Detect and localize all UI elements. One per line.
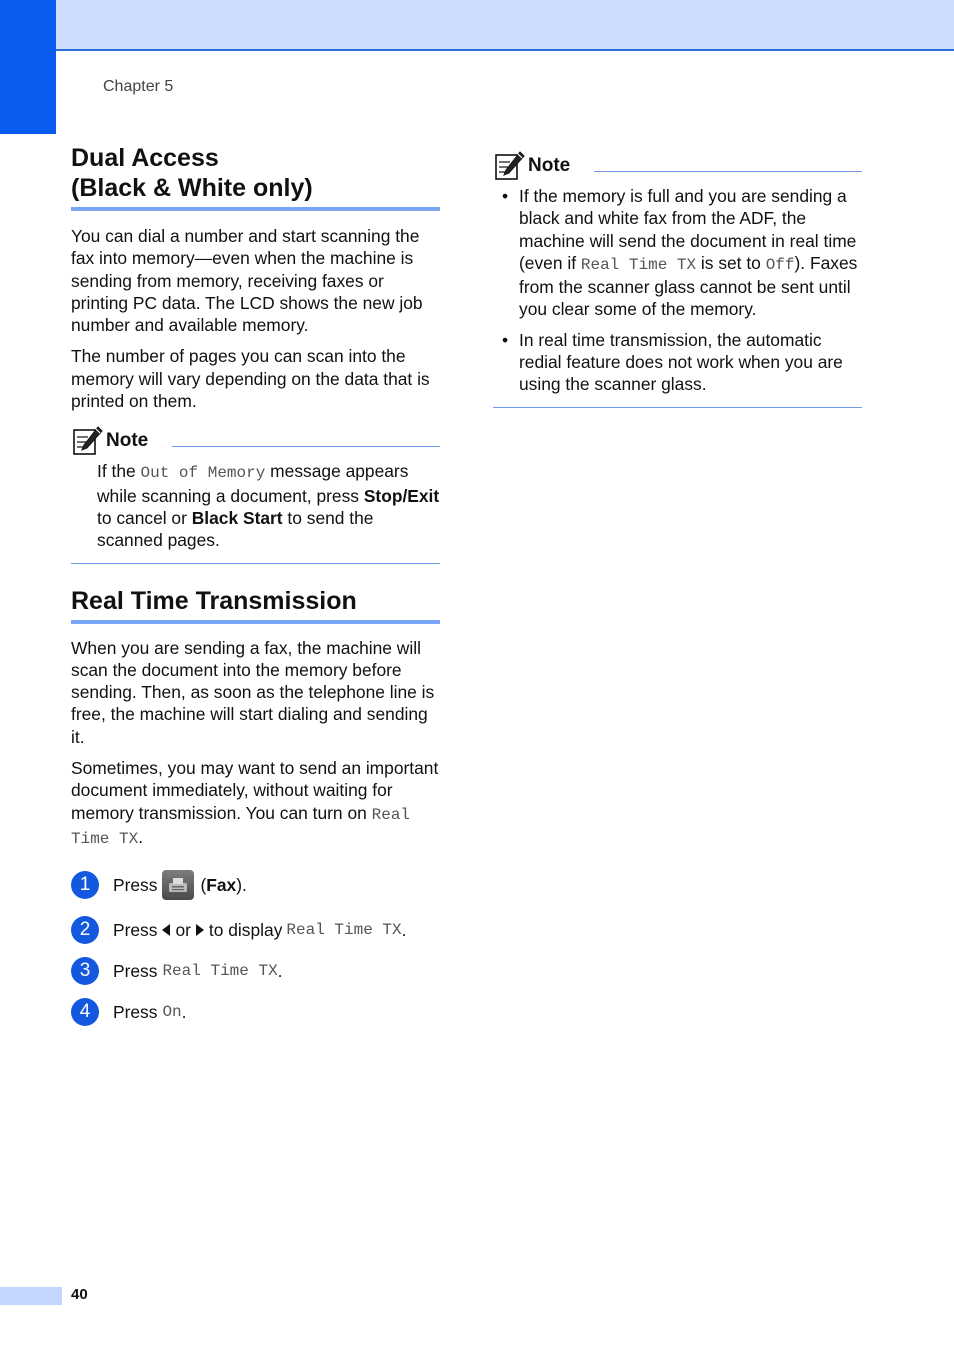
- lcd-text-real-time-tx: Real Time TX: [71, 805, 411, 848]
- note-header: [71, 425, 440, 457]
- page-number: 40: [71, 1286, 88, 1303]
- note-bullet-list: [493, 185, 862, 396]
- step-number: 1: [71, 871, 99, 899]
- dual-access-title-line2: (Black & White only): [71, 174, 313, 202]
- step-4: 4 Press On .: [71, 998, 187, 1026]
- lcd-text-real-time-tx: Real Time TX: [580, 255, 697, 274]
- black-start-key-label: Black Start: [191, 507, 283, 528]
- dual-access-paragraph-2: The number of pages you can scan into the memory will vary depending on the data that is printed on them.: [71, 346, 430, 412]
- right-column: [493, 150, 862, 408]
- header-band: [0, 0, 954, 51]
- real-time-heading: Real Time Transmission: [71, 586, 357, 615]
- step-1: 1 Press ( Fax ).: [71, 870, 247, 900]
- stop-exit-key-label: Stop/Exit: [363, 485, 440, 506]
- heading-rule: [71, 620, 440, 624]
- note-bullet-1: • If the memory is full and you are sending a black and white fax from the ADF, the machine will send the document in real time (even if Real Time TX is set to Off). Faxes from the scanner glass cannot be sent until you clear some of the memory.: [502, 186, 858, 320]
- page-number-bar: [0, 1287, 62, 1305]
- note-pencil-icon: [71, 425, 103, 457]
- right-arrow-icon: [196, 924, 204, 936]
- dual-access-title-line1: Dual Access: [71, 144, 219, 172]
- real-time-paragraph-2: Sometimes, you may want to send an important document immediately, without waiting for memory transmission. You can turn on Real Time TX.: [71, 758, 439, 848]
- step-number: 4: [71, 998, 99, 1026]
- note-end-rule: [71, 563, 440, 564]
- chapter-label: Chapter 5: [103, 78, 174, 95]
- step-number: 3: [71, 957, 99, 985]
- note-rule: [594, 171, 862, 172]
- lcd-text-off: Off: [765, 255, 795, 274]
- lcd-text-out-of-memory: Out of Memory: [140, 464, 266, 483]
- note-pencil-icon: [493, 150, 525, 182]
- dual-access-paragraph-1: You can dial a number and start scanning the fax into memory—even when the machine is sending from memory, receiving faxes or printing PC data. The LCD shows the new job number and available memory.: [71, 226, 423, 336]
- lcd-text-real-time-tx: Real Time TX: [162, 962, 278, 980]
- note-bullet-2: • In real time transmission, the automatic redial feature does not work when you are using the scanner glass.: [502, 329, 843, 395]
- heading-rule: [71, 207, 440, 211]
- dual-access-heading: [71, 143, 440, 203]
- note-end-rule: [493, 407, 862, 408]
- fax-key-label: Fax: [206, 874, 237, 895]
- note-rule: [172, 446, 440, 447]
- chapter-tab: [0, 0, 56, 134]
- note-header: [493, 150, 862, 182]
- note-title: Note: [528, 155, 571, 176]
- left-arrow-icon: [162, 924, 170, 936]
- lcd-text-on: On: [162, 1003, 182, 1021]
- step-number: 2: [71, 916, 99, 944]
- real-time-paragraph-1: When you are sending a fax, the machine will scan the document into the memory before sending. Then, as soon as the telephone line is free, the machine will start dialing and sending it.: [71, 637, 435, 747]
- step-3: 3 Press Real Time TX .: [71, 957, 283, 985]
- fax-icon: [162, 870, 194, 900]
- left-column: [71, 143, 440, 850]
- note-title: Note: [106, 430, 149, 452]
- note-body: If the Out of Memory message appears while scanning a document, press Stop/Exit to cancel or Black Start to send the scanned pages.: [97, 461, 440, 551]
- step-2: 2 Press or to display Real Time TX .: [71, 916, 406, 944]
- lcd-text-real-time-tx: Real Time TX: [286, 921, 402, 939]
